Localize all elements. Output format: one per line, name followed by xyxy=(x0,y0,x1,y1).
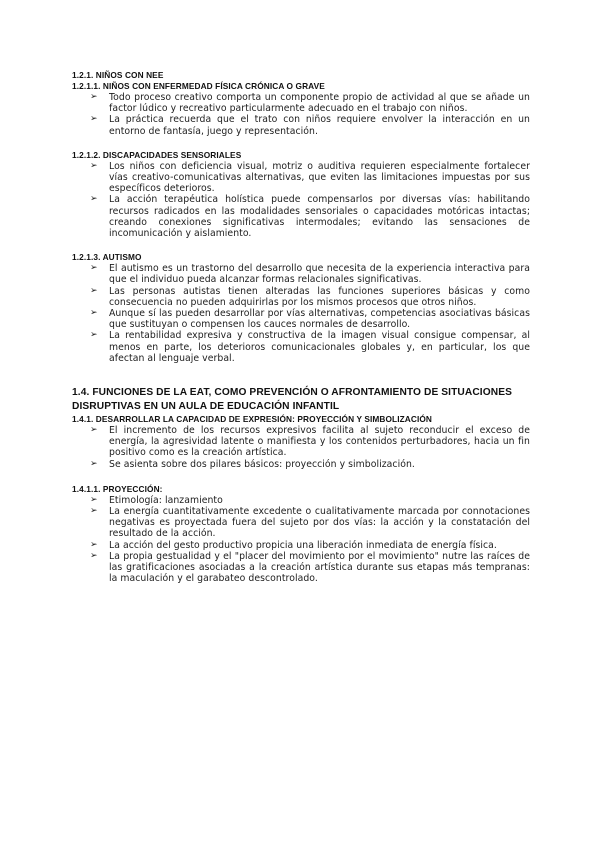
list-item-text: La práctica recuerda que el trato con niños requiere envolver la interacción en un entorno de fantasía, juego y representación. xyxy=(109,114,530,137)
list-item-text: Los niños con deficiencia visual, motriz o auditiva requieren especialmente fortalecer vías creativo-comunicativas alternativas, que eviten las limitaciones impuestas por sus específicos deterioros. xyxy=(109,160,530,195)
list-item-text: La propia gestualidad y el "placer del movimiento por el movimiento" nutre las raíces de las gratificaciones asociadas a la creación artística durante sus etapas más tempranas: la maculación y el garabateo descontrolado. xyxy=(109,550,530,585)
list-item-text: La energía cuantitativamente excedente o cualitativamente marcada por connotaciones negativas es proyectada fuera del sujeto por dos vías: la acción y la constatación del resultado de la acción. xyxy=(109,506,530,540)
list-item-text: Las personas autistas tienen alteradas las funciones superiores básicas y como consecuencia no pueden adquirirlas por los mismos procesos que otros niños. xyxy=(109,285,530,308)
list-item xyxy=(72,495,530,506)
list-item xyxy=(72,425,530,459)
list-item-text: Todo proceso creativo comporta un componente propio de actividad al que se añade un factor lúdico y recreativo particularmente adecuado en el trabajo con niños. xyxy=(109,92,530,115)
list-item xyxy=(72,540,530,551)
list-item-text: La rentabilidad expresiva y constructiva de la imagen visual consigue compensar, al menos en parte, los deterioros comunicacionales globales y, en particular, los que afectan al lenguaje verbal. xyxy=(109,330,530,364)
list-item xyxy=(72,286,530,308)
bullet-list-s5 xyxy=(72,495,530,585)
list-item xyxy=(72,506,530,540)
arrow-bullet-icon: ➢ xyxy=(90,92,98,102)
arrow-bullet-icon: ➢ xyxy=(90,425,98,436)
list-item xyxy=(72,161,530,195)
heading-1-2-1: 1.2.1. NIÑOS CON NEE xyxy=(72,70,164,80)
list-item-text: El autismo es un trastorno del desarrollo que necesita de la experiencia interactiva para que el individuo pueda alcanzar formas relacionales significativas. xyxy=(109,263,530,286)
bullet-list-s1 xyxy=(72,92,530,137)
list-item xyxy=(72,330,530,364)
arrow-bullet-icon: ➢ xyxy=(90,114,98,125)
arrow-bullet-icon: ➢ xyxy=(90,160,98,171)
arrow-bullet-icon: ➢ xyxy=(90,285,98,296)
page-content xyxy=(72,70,530,585)
arrow-bullet-icon: ➢ xyxy=(90,494,98,505)
heading-1-4-1: 1.4.1. DESARROLLAR LA CAPACIDAD DE EXPRESIÓN: PROYECCIÓN Y SIMBOLIZACIÓN xyxy=(72,414,433,425)
arrow-bullet-icon: ➢ xyxy=(90,458,98,469)
arrow-bullet-icon: ➢ xyxy=(90,308,98,319)
list-item-text: Aunque sí las pueden desarrollar por vías alternativas, competencias asociativas básicas que sustituyan o compensen los cauces normales de desarrollo. xyxy=(109,308,530,331)
arrow-bullet-icon: ➢ xyxy=(90,506,98,517)
list-item xyxy=(72,308,530,330)
heading-1-4-1-1: 1.4.1.1. PROYECCIÓN: xyxy=(72,483,163,494)
heading-1-2-1-3: 1.2.1.3. AUTISMO xyxy=(72,252,142,263)
heading-1-4: 1.4. FUNCIONES DE LA EAT, COMO PREVENCIÓN O AFRONTAMIENTO DE SITUACIONES DISRUPTIVAS EN UN AULA DE EDUCACIÓN INFANTIL xyxy=(72,387,513,413)
list-item-text: Se asienta sobre dos pilares básicos: proyección y simbolización. xyxy=(109,458,415,470)
bullet-list-s3 xyxy=(72,263,530,364)
arrow-bullet-icon: ➢ xyxy=(90,263,98,274)
arrow-bullet-icon: ➢ xyxy=(90,539,98,550)
list-item xyxy=(72,459,530,470)
heading-1-2-1-2: 1.2.1.2. DISCAPACIDADES SENSORIALES xyxy=(72,149,242,160)
arrow-bullet-icon: ➢ xyxy=(90,550,98,561)
list-item xyxy=(72,92,530,114)
bullet-list-s4 xyxy=(72,425,530,470)
arrow-bullet-icon: ➢ xyxy=(90,330,98,341)
list-item-text: La acción del gesto productivo propicia una liberación inmediata de energía física. xyxy=(109,539,497,551)
list-item xyxy=(72,194,530,239)
list-item-text: La acción terapéutica holística puede compensarlos por diversas vías: habilitando recursos radicados en las modalidades sensoriales o capacidades motóricas intactas; creando conexiones significativas intermodales; evitando las sensaciones de incomunicación y aislamiento. xyxy=(109,194,530,240)
bullet-list-s2 xyxy=(72,161,530,239)
heading-1-2-1-1: 1.2.1.1. NIÑOS CON ENFERMEDAD FÍSICA CRÓNICA O GRAVE xyxy=(72,81,325,91)
list-item-text: Etimología: lanzamiento xyxy=(109,494,223,506)
list-item xyxy=(72,114,530,136)
list-item xyxy=(72,263,530,285)
list-item xyxy=(72,551,530,585)
list-item-text: El incremento de los recursos expresivos facilita al sujeto reconducir el exceso de energía, la agresividad latente o manifiesta y los contenidos perturbadores, hacia un fin positivo como es la creación artística. xyxy=(109,425,530,459)
arrow-bullet-icon: ➢ xyxy=(90,194,98,205)
